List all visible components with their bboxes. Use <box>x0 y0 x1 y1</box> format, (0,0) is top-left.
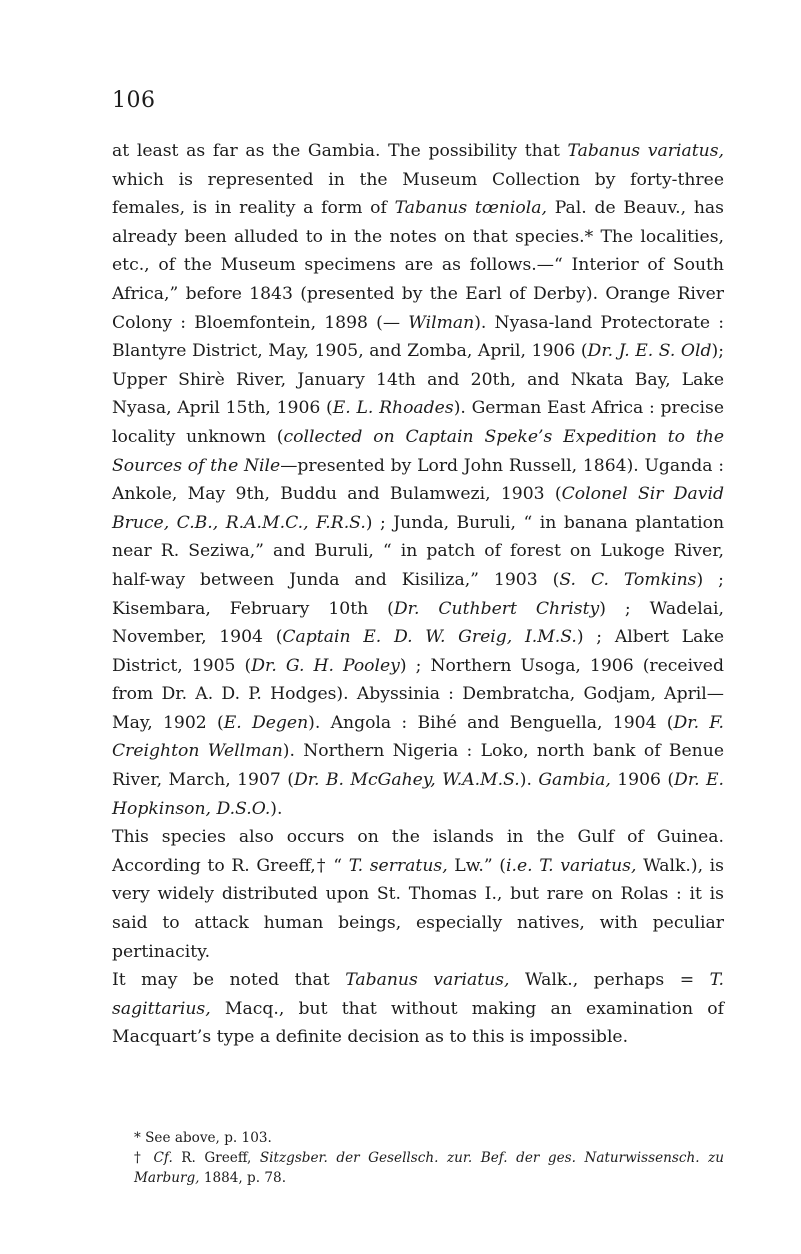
text-run: Pal. de Beauv., has already been alluded to in the notes on that species.* The localities, etc., of the Museum specimens are as follows.—“ Interior of South Africa,” before 1843 (presented by the Earl of Derby). Orange River Colony : Bloemfontein, 1898 (— <box>112 198 724 333</box>
text-run: It may be noted that <box>112 970 346 991</box>
text-run: Walk.), is very widely distributed upon St. Thomas I., but rare on Rolas : it is said to attack human beings, especially natives, with peculiar pertinacity. <box>112 855 724 962</box>
italic-text: Captain E. D. W. Greig, I.M.S. <box>282 627 577 648</box>
text-run: ) ; Albert Lake District, 1905 ( <box>112 627 724 676</box>
text-run: ) ; Kisembara, February 10th ( <box>112 569 724 619</box>
italic-text: Gambia, <box>538 770 611 791</box>
body-text <box>112 137 724 1052</box>
text-run: Lw.” ( <box>447 855 506 876</box>
italic-text: Tabanus tœniola, <box>394 198 547 219</box>
text-run: which is represented in the Museum Collection by forty-three females, is in reality a form of <box>112 169 724 219</box>
italic-text: Dr. E. Hopkinson, D.S.O. <box>112 770 725 819</box>
text-run: Macq., but that without making an examination of Macquart’s type a definite decision as to this is impossible. <box>112 998 724 1048</box>
text-run: at least as far as the Gambia. The possibility that <box>112 141 568 161</box>
text-run: * See above, p. 103. <box>134 1130 272 1146</box>
paragraph-sagittarius-note <box>112 966 724 1052</box>
text-run: Walk., perhaps = <box>509 970 710 991</box>
paragraph-localities <box>112 137 724 823</box>
italic-text: Dr. B. McGahey, W.A.M.S. <box>293 770 520 791</box>
italic-text: Cf. <box>153 1150 173 1166</box>
italic-text: Sitzgsber. der Gesellsch. zur. Bef. der ges. Naturwissensch. zu Marburg, <box>134 1150 724 1186</box>
text-run: 1884, p. 78. <box>199 1170 287 1186</box>
text-run: ). Northern Nigeria : Loko, north bank of Benue River, March, 1907 ( <box>112 741 724 791</box>
text-run: ) ; Junda, Buruli, “ in banana plantation near R. Seziwa,” and Buruli, “ in patch of forest on Lukoge River, half-way between Junda and Kisiliza,” 1903 ( <box>112 512 725 590</box>
italic-text: i.e. T. variatus, <box>505 855 637 876</box>
italic-text: T. serratus, <box>348 855 448 876</box>
italic-text: T. sagittarius, <box>112 970 724 1019</box>
italic-text: Tabanus variatus, <box>345 970 510 991</box>
italic-text: Colonel Sir David Bruce, C.B., R.A.M.C., F.R.S. <box>112 484 724 533</box>
italic-text: E. L. Rhoades <box>332 398 454 419</box>
italic-text: E. Degen <box>223 712 309 733</box>
text-run: ); Upper Shirè River, January 14th and 20th, and Nkata Bay, Lake Nyasa, April 15th, 1906 ( <box>112 341 725 419</box>
italic-text: Dr. G. H. Pooley <box>251 655 400 676</box>
text-run: R. Greeff, <box>172 1150 260 1166</box>
text-run: ). Nyasa-land Protectorate : Blantyre District, May, 1905, and Zomba, April, 1906 ( <box>112 312 724 362</box>
italic-text: collected on Captain Speke’s Expedition to the Sources of the Nile <box>112 426 725 476</box>
text-run: ). <box>519 770 539 791</box>
italic-text: Dr. Cuthbert Christy <box>393 598 600 619</box>
text-run: ). <box>270 798 283 819</box>
italic-text: Wilman <box>408 312 475 333</box>
footnote-greeff-citation <box>112 1148 724 1188</box>
text-run: This species also occurs on the islands in the Gulf of Guinea. According to R. Greeff,† “ <box>112 827 724 876</box>
text-run: ) ; Northern Usoga, 1906 (received from Dr. A. D. P. Hodges). Abyssinia : Dembratcha, Godjam, April—May, 1902 ( <box>112 655 724 733</box>
italic-text: S. C. Tomkins <box>559 569 697 590</box>
text-run: —presented by Lord John Russell, 1864). Uganda : Ankole, May 9th, Buddu and Bulamwezi, 1903 ( <box>112 455 724 505</box>
text-run: ). German East Africa : precise locality unknown ( <box>112 398 725 447</box>
page-number: 106 <box>112 88 156 113</box>
text-run: † <box>134 1150 154 1166</box>
footnotes <box>112 1128 724 1188</box>
text-run: 1906 ( <box>610 770 675 791</box>
paragraph-gulf-of-guinea <box>112 823 724 966</box>
italic-text: Dr. F. Creighton Wellman <box>112 712 725 762</box>
text-run: ). Angola : Bihé and Benguella, 1904 ( <box>308 712 674 733</box>
text-run: ) ; Wadelai, November, 1904 ( <box>112 598 724 648</box>
italic-text: Dr. J. E. S. Old <box>587 341 712 362</box>
italic-text: Tabanus variatus, <box>567 141 724 161</box>
footnote-see-above <box>112 1128 724 1148</box>
